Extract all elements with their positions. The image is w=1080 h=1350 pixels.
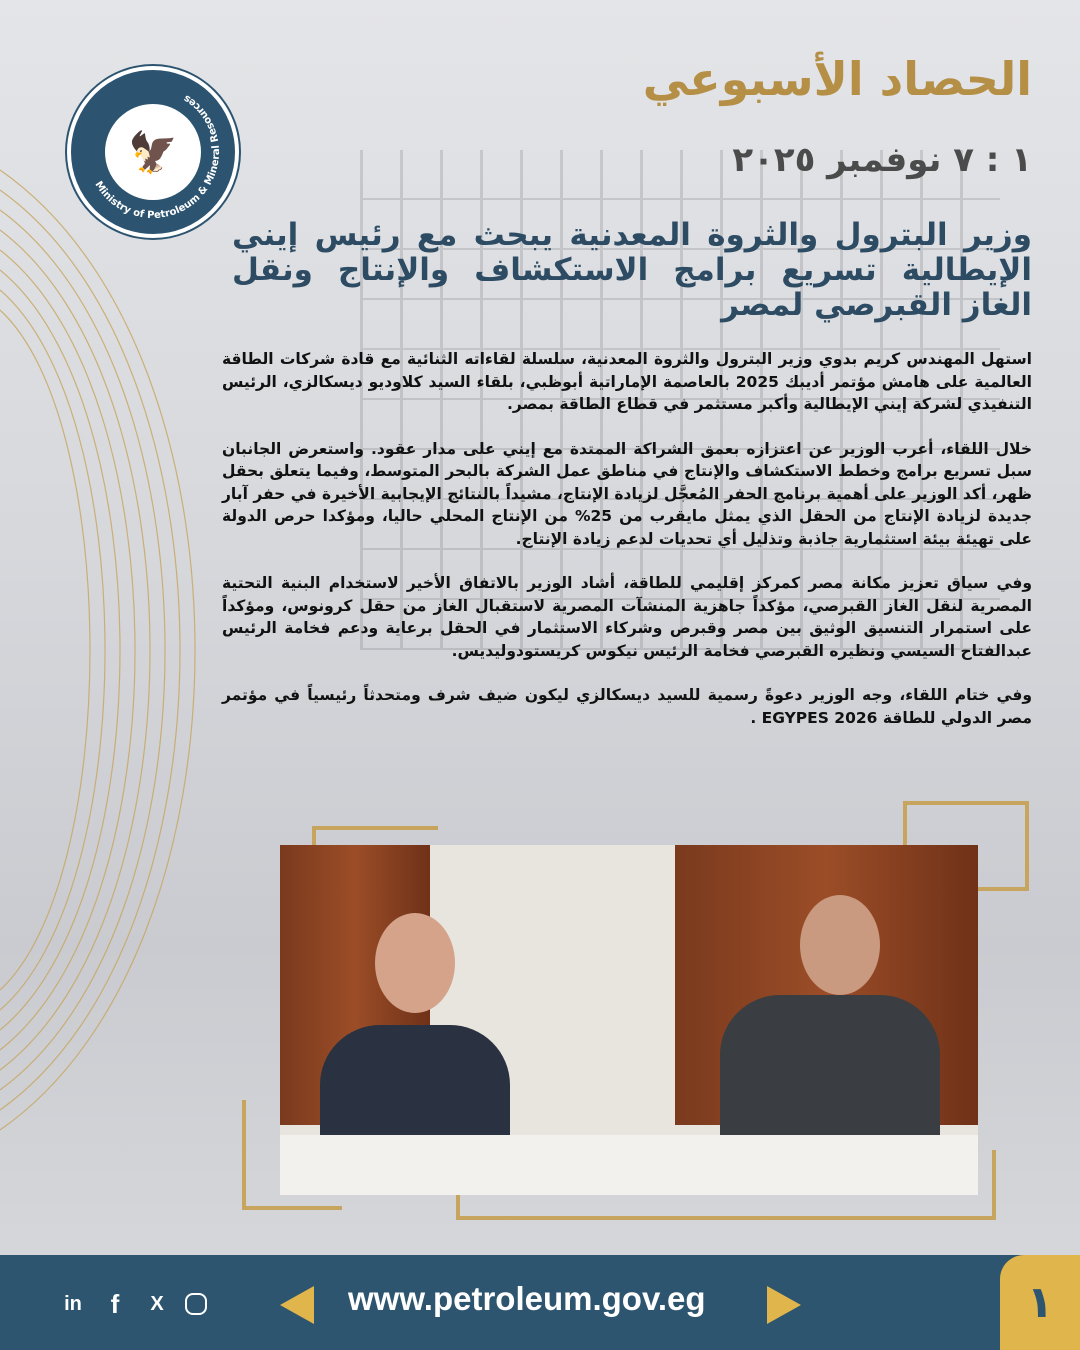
eagle-emblem-icon: 🦅 bbox=[105, 104, 201, 200]
page-number: ١ bbox=[1000, 1255, 1080, 1350]
decorative-gold-arcs bbox=[0, 150, 200, 1150]
linkedin-icon[interactable]: in bbox=[64, 1293, 82, 1315]
paragraph: خلال اللقاء، أعرب الوزير عن اعتزازه بعمق الشراكة الممتدة مع إيني على مدار عقود. واستعرض الجانبان سبل تسريع برامج وخطط الاستكشاف والإنتاج في مناطق عمل الشركة بالبحر المتوسط، وفيما يتعلق بحقل ظهر، أكد الوزير على أهمية برنامج الحفر المُعجَّل لزيادة الإنتاج، مشيداً بالنتائج الإيجابية الأخيرة في حفر آبار جديدة لزيادة الإنتاج من الحقل الذي يمثل مايقرب من 25% من الإنتاج المحلي حاليا، ومؤكدا حرص الدولة على تهيئة بيئة استثمارية جاذبة وتذليل أي تحديات لدعم زيادة الإنتاج. bbox=[222, 439, 1032, 548]
website-link[interactable]: www.petroleum.gov.eg bbox=[348, 1280, 706, 1317]
headline: وزير البترول والثروة المعدنية يبحث مع رئيس إيني الإيطالية تسريع برامج الاستكشاف والإنتاج ونقل الغاز القبرصي لمصر bbox=[232, 217, 1032, 323]
arrow-right-icon bbox=[767, 1286, 801, 1324]
paragraph: استهل المهندس كريم بدوي وزير البترول والثروة المعدنية، سلسلة لقاءاته الثنائية مع قادة شركات الطاقة العالمية على هامش مؤتمر أديبك 2025 بالعاصمة الإماراتية أبوظبي، بلقاء السيد كلاوديو ديسكالزي، الرئيس التنفيذي لشركة إيني الإيطالية وأكبر مستثمر في قطاع الطاقة بمصر. bbox=[222, 350, 1032, 413]
paragraph: وفي سياق تعزيز مكانة مصر كمركز إقليمي للطاقة، أشاد الوزير بالاتفاق الأخير لاستخدام البنية التحتية المصرية لنقل الغاز القبرصي، مؤكداً جاهزية المنشآت المصرية لاستقبال الغاز من حقل كرونوس، ومؤكداً على استمرار التنسيق الوثيق بين مصر وقبرص وشركاء الاستثمار في الحقل برعاية ودعم فخامة الرئيس عبدالفتاح السيسي ونظيره القبرصي فخامة الرئيس نيكوس كريستودوليديس. bbox=[222, 574, 1032, 660]
meeting-photo bbox=[280, 845, 978, 1195]
date-range: ١ : ٧ نوفمبر ٢٠٢٥ bbox=[732, 140, 1032, 180]
x-twitter-icon[interactable]: X bbox=[150, 1293, 164, 1315]
svg-text:Ministry of Petroleum & Minera: Ministry of Petroleum & Mineral Resources bbox=[92, 92, 223, 222]
instagram-icon[interactable] bbox=[185, 1293, 207, 1315]
paragraph: وفي ختام اللقاء، وجه الوزير دعوةً رسمية للسيد ديسكالزي ليكون ضيف شرف ومتحدثاً رئيسياً في مؤتمر مصر الدولي للطاقة EGYPES 2026 . bbox=[222, 686, 1032, 727]
page-title: الحصاد الأسبوعي bbox=[642, 52, 1032, 106]
article-body bbox=[222, 348, 1032, 751]
ministry-logo bbox=[67, 66, 239, 238]
facebook-icon[interactable]: f bbox=[110, 1289, 120, 1319]
arrow-left-icon bbox=[280, 1286, 314, 1324]
